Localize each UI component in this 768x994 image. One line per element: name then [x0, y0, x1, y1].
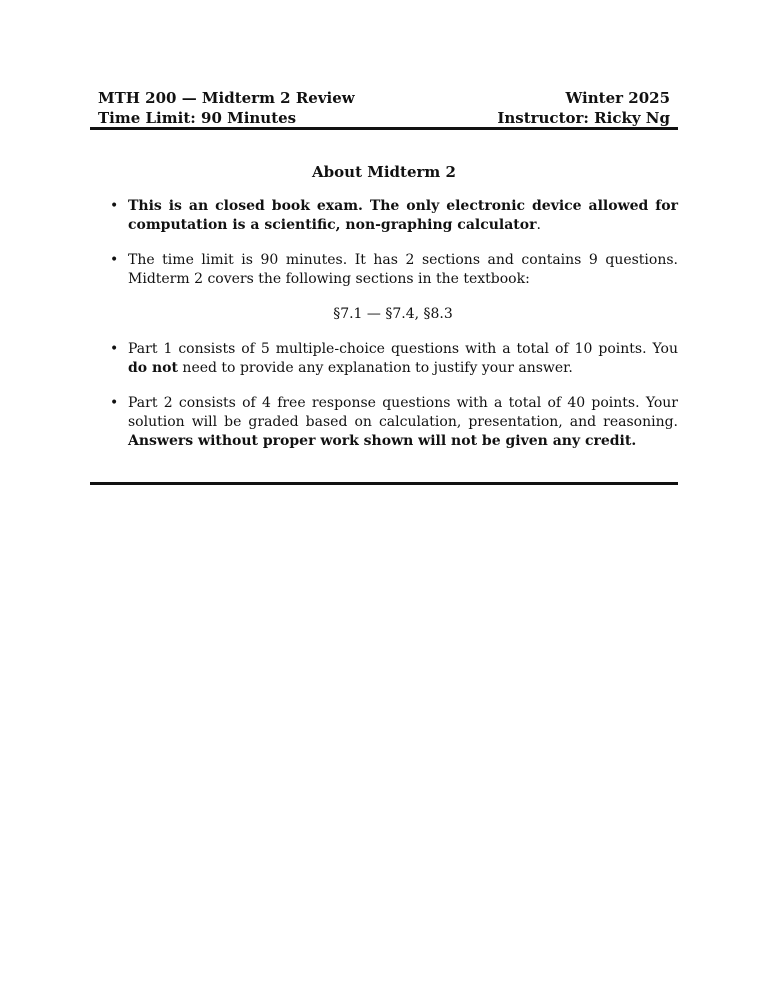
- header-divider: [90, 127, 678, 130]
- header-row-2: [90, 108, 678, 128]
- time-limit-label: Time Limit: 90 Minutes: [98, 109, 297, 127]
- exam-header: [90, 88, 678, 128]
- footer-divider: [90, 482, 678, 485]
- part1-text-post: need to provide any explanation to justify your answer.: [177, 360, 573, 376]
- course-title: MTH 200 — Midterm 2 Review: [98, 89, 355, 107]
- time-limit-text: The time limit is 90 minutes. It has 2 sections and contains 9 questions. Midterm 2 covers the following sections in the textbook:: [128, 252, 678, 287]
- instructor-label: Instructor: Ricky Ng: [497, 109, 670, 127]
- part1-text-pre: Part 1 consists of 5 multiple-choice questions with a total of 10 points. You: [128, 341, 678, 357]
- header-row-1: [90, 88, 678, 108]
- list-item-part-1: [108, 340, 678, 378]
- closed-book-tail: .: [536, 217, 541, 233]
- bullet-icon: •: [110, 198, 119, 214]
- covered-sections: §7.1 — §7.4, §8.3: [333, 306, 453, 322]
- part2-emphasis: Answers without proper work shown will not be given any credit.: [128, 433, 637, 449]
- list-item-part-2: [108, 394, 678, 451]
- list-item-closed-book: [108, 197, 678, 235]
- part2-text-pre: Part 2 consists of 4 free response questions with a total of 40 points. Your solution will be graded based on calculation, presentation, and reasoning.: [128, 395, 678, 430]
- part1-emphasis: do not: [128, 360, 178, 376]
- bullet-icon: •: [110, 341, 119, 357]
- list-item-time-limit: [108, 251, 678, 324]
- bullet-icon: •: [110, 252, 119, 268]
- term-label: Winter 2025: [565, 89, 670, 107]
- section-title: About Midterm 2: [312, 163, 456, 181]
- info-list: [108, 197, 678, 467]
- closed-book-notice: This is an closed book exam. The only electronic device allowed for computation is a scientific, non-graphing calculator: [128, 198, 678, 233]
- bullet-icon: •: [110, 395, 119, 411]
